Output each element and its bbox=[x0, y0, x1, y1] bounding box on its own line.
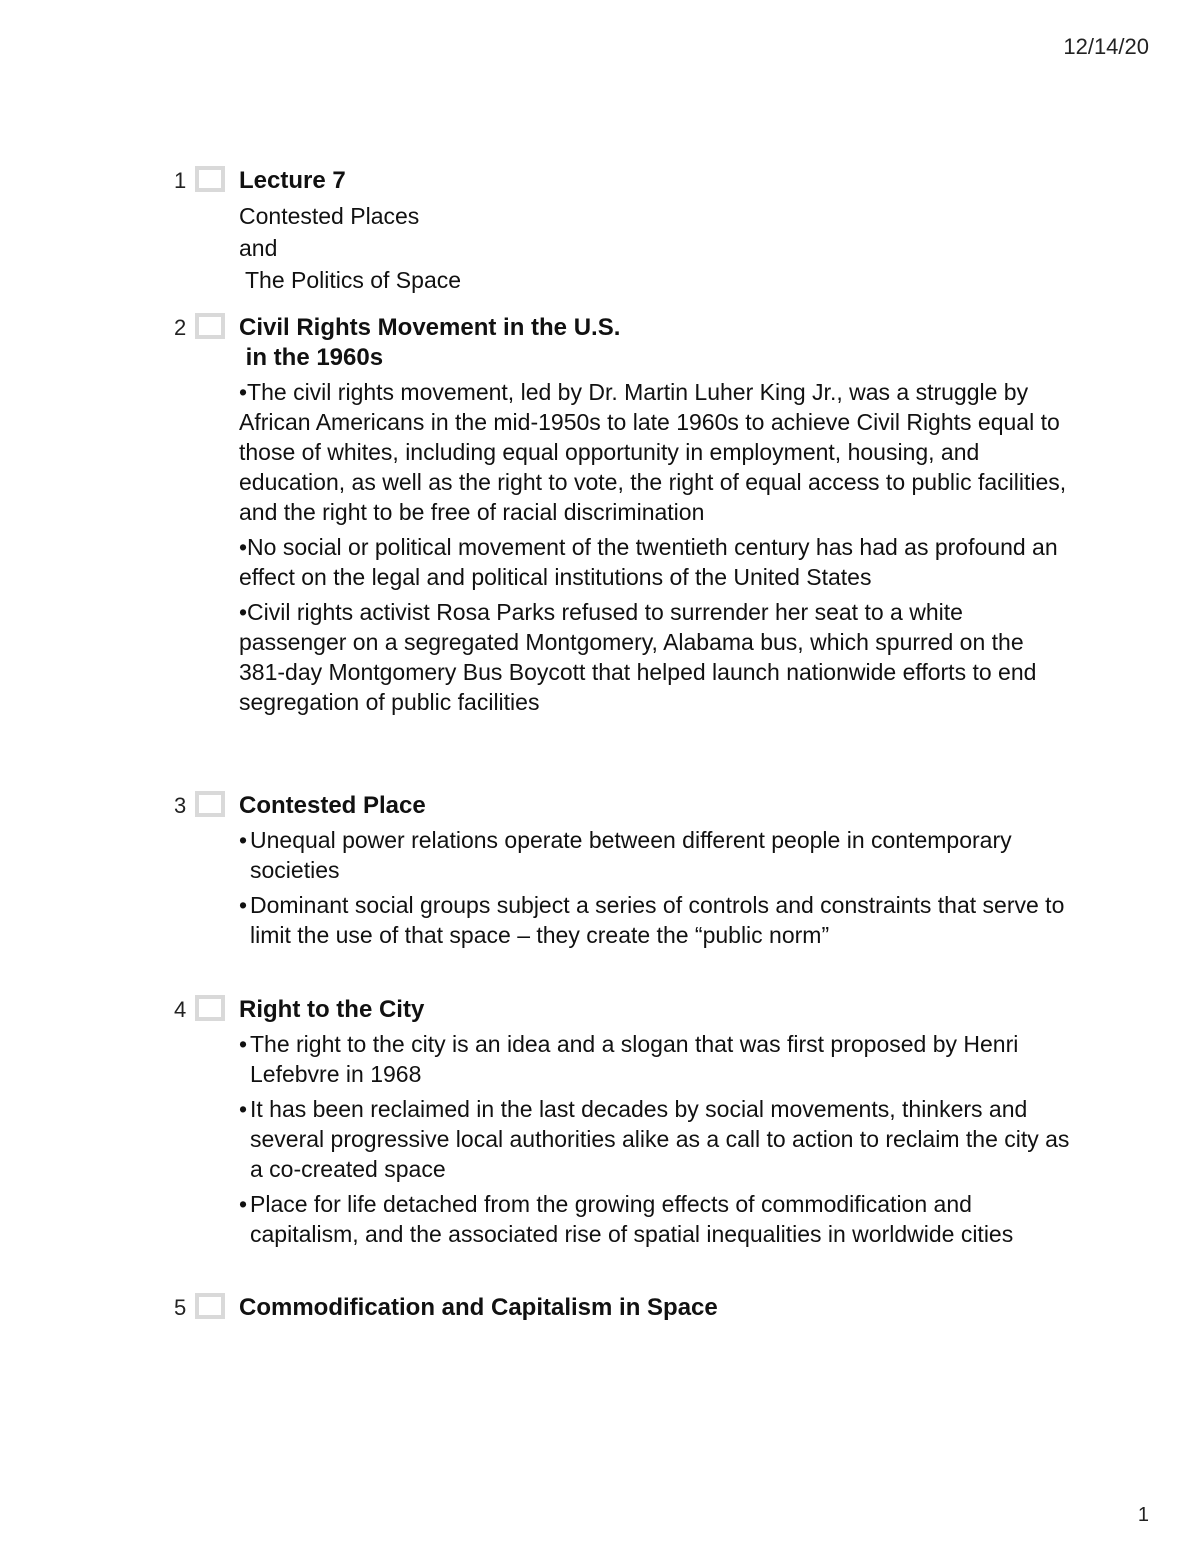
slide-subtitle-line: and bbox=[239, 235, 278, 261]
bullet-point: •No social or political movement of the twentieth century has had as profound an effect on the legal and political institutions of the United States bbox=[239, 534, 1058, 590]
bullet-dot: • bbox=[239, 1191, 248, 1217]
slide-title: Contested Place bbox=[239, 792, 426, 819]
slide-number: 3 bbox=[174, 793, 187, 818]
bullet-point: • Unequal power relations operate between different people in contemporary societies bbox=[239, 827, 1012, 883]
slide-subtitle-line: The Politics of Space bbox=[239, 267, 462, 293]
slide-thumbnail-placeholder bbox=[195, 791, 225, 817]
slide-thumbnail-placeholder bbox=[195, 166, 225, 192]
slide-number: 2 bbox=[174, 315, 187, 340]
bullet-dot: • bbox=[239, 827, 248, 853]
slide-title: Lecture 7 bbox=[239, 167, 346, 194]
slide-3-notes bbox=[174, 791, 1074, 955]
print-date: 12/14/20 bbox=[1063, 34, 1149, 59]
slide-thumbnail-placeholder bbox=[195, 995, 225, 1021]
slide-5-notes bbox=[174, 1293, 1074, 1327]
bullet-point: • The right to the city is an idea and a slogan that was first proposed by Henri Lefebvre in 1968 bbox=[239, 1031, 1019, 1087]
slide-title: Right to the City bbox=[239, 996, 425, 1023]
page-number: 1 bbox=[1137, 1504, 1149, 1526]
slide-1-notes bbox=[174, 166, 1074, 296]
slide-title: Commodification and Capitalism in Space bbox=[239, 1294, 718, 1321]
slide-number: 4 bbox=[174, 997, 187, 1022]
slide-number: 5 bbox=[174, 1295, 187, 1320]
slide-thumbnail-placeholder bbox=[195, 1293, 225, 1319]
bullet-point: •Civil rights activist Rosa Parks refused to surrender her seat to a white passenger on a segregated Montgomery, Alabama bus, which spurred on the 381-day Montgomery Bus Boycott that helped launch nationwide efforts to end segregation of public facilities bbox=[239, 599, 1037, 715]
slide-subtitle-line: Contested Places bbox=[239, 203, 420, 229]
slide-2-notes bbox=[174, 313, 1074, 722]
bullet-point: • It has been reclaimed in the last decades by social movements, thinkers and several progressive local authorities alike as a call to action to reclaim the city as a co-created space bbox=[239, 1096, 1070, 1182]
bullet-dot: • bbox=[239, 1096, 248, 1122]
bullet-point: • Dominant social groups subject a series of controls and constraints that serve to limit the use of that space – they create the “public norm” bbox=[239, 892, 1065, 948]
slide-title: Civil Rights Movement in the U.S. bbox=[239, 314, 621, 341]
slide-number: 1 bbox=[174, 168, 187, 193]
bullet-point: • Place for life detached from the growing effects of commodification and capitalism, and the associated rise of spatial inequalities in worldwide cities bbox=[239, 1191, 1014, 1247]
slide-title-line-2: in the 1960s bbox=[239, 344, 384, 371]
bullet-point: •The civil rights movement, led by Dr. Martin Luher King Jr., was a struggle by African Americans in the mid-1950s to late 1960s to achieve Civil Rights equal to those of whites, including equal opportunity in employment, housing, and education, as well as the right to vote, the right of equal access to public facilities, and the right to be free of racial discrimination bbox=[239, 379, 1067, 525]
bullet-dot: • bbox=[239, 1031, 248, 1057]
slide-4-notes bbox=[174, 995, 1074, 1254]
bullet-dot: • bbox=[239, 892, 248, 918]
slide-thumbnail-placeholder bbox=[195, 313, 225, 339]
